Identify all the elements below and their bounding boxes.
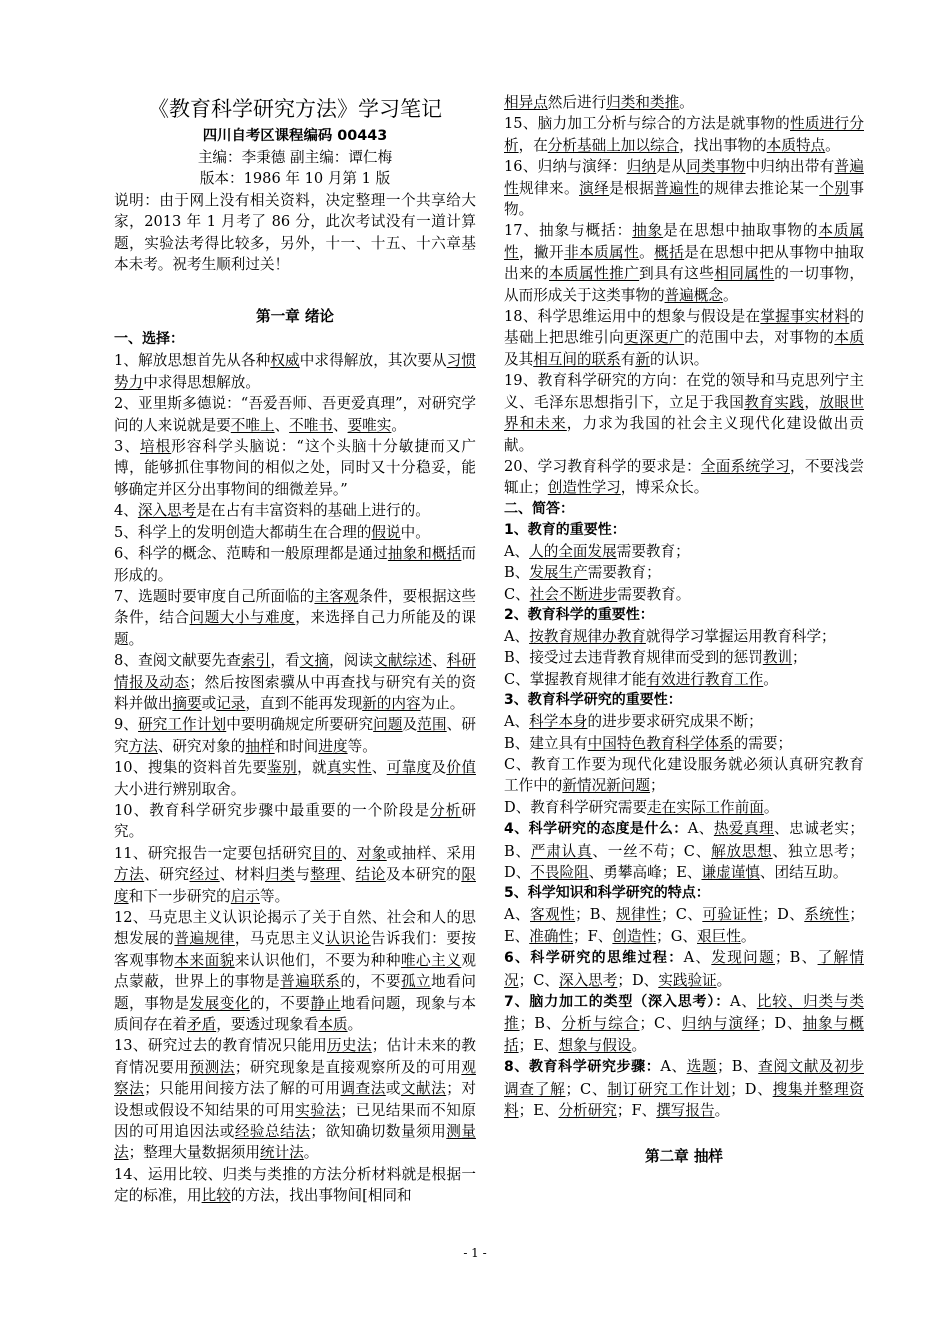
document-title: 《教育科学研究方法》学习笔记 (148, 97, 442, 121)
short-answer-line: B、发展生产需要教育； (504, 564, 661, 582)
underlined-answer: 文献综述 (373, 652, 432, 670)
underlined-answer: 观察法 (114, 1058, 476, 1098)
underlined-answer: 权威 (270, 352, 300, 370)
underlined-answer: 实验法 (295, 1101, 341, 1119)
underlined-answer: 相异点 (504, 94, 548, 111)
underlined-answer: 主客观 (314, 587, 359, 605)
underlined-answer: 分析与综合 (561, 1015, 640, 1033)
underlined-answer: 认识论 (325, 930, 371, 948)
underlined-answer: 更深更广 (624, 329, 685, 347)
underlined-answer: 孤立 (400, 973, 432, 991)
underlined-answer: 同类事物 (686, 158, 746, 176)
underlined-answer: 方法 (128, 737, 158, 755)
short-answer-line: B、建立具有中国特色教育科学体系的需要； (504, 734, 793, 752)
underlined-answer: 比较、归类与类推 (504, 993, 864, 1033)
underlined-answer: 习惯势力 (114, 352, 476, 391)
underlined-answer: 科学本身 (529, 713, 588, 731)
underlined-answer: 普遍规律 (174, 930, 235, 948)
underlined-answer: 不唯上 (230, 416, 275, 434)
underlined-answer: 历史法 (327, 1037, 372, 1055)
intro-note: 说明：由于网上没有相关资料，决定整理一个共享给大家，2013 年 1 月考了 86 分，此次考试没有一道计算题，实验法考得比较多，另外，十一、十五、十六章基本未考。祝考生顺利过关！ (114, 191, 476, 274)
underlined-answer: 分析基础上加以综合 (547, 136, 680, 154)
underlined-answer: 抽象 (632, 222, 664, 240)
underlined-answer: 本质属性推广 (549, 265, 640, 283)
underlined-answer: 创造性 (612, 927, 657, 945)
underlined-answer: 本来面貌 (174, 951, 235, 969)
underlined-answer: 抽样 (245, 737, 275, 755)
underlined-answer: 调查法 (340, 1080, 386, 1098)
choice-item: 4、深入思考是在占有丰富资料的基础上进行的。 (114, 502, 430, 520)
underlined-answer: 本质 (318, 1016, 348, 1034)
short-answer-question: 7、脑力加工的类型（深入思考）： (504, 994, 731, 1011)
underlined-answer: 新情况新问题 (562, 777, 650, 795)
chapter-1-heading: 第一章 绪论 (255, 308, 335, 326)
choice-item: 2、亚里斯多德说：“吾爱吾师、吾更爱真理”，对研究学问的人来说就是要不唯上、不唯书、要唯实。 (114, 395, 476, 434)
underlined-answer: 问题 (373, 716, 403, 734)
short-answer-question: 5、科学知识和科学研究的特点： (504, 885, 710, 902)
underlined-answer: 抽象与概括 (504, 1015, 864, 1054)
underlined-answer: 走在实际工作前面 (647, 798, 764, 816)
underlined-answer: 了解情况 (504, 949, 864, 989)
editors-line: 主编：李秉德 副主编：谭仁梅 (197, 149, 393, 166)
underlined-answer: 经过 (189, 866, 220, 884)
underlined-answer: 科研情报及动态 (114, 652, 476, 691)
underlined-answer: 本质属性 (504, 222, 864, 261)
underlined-answer: 文献法 (400, 1080, 447, 1098)
underlined-answer: 新 (635, 350, 650, 368)
choice-item: 19、教育科学研究的方向：在党的领导和马克思列宁主义、毛泽东思想指引下，立足于我国教育实践，放眼世界和未来，力求为我国的社会主义现代化建设做出贡献。 (504, 372, 864, 454)
underlined-answer: 限度 (114, 866, 476, 905)
underlined-answer: 规律性 (615, 906, 662, 924)
underlined-answer: 分析 (430, 801, 462, 819)
underlined-answer: 唯心主义 (400, 951, 462, 969)
underlined-answer: 实践验证 (658, 971, 717, 989)
underlined-answer: 艰巨性 (697, 927, 741, 945)
underlined-answer: 放眼世界和未来 (504, 393, 864, 433)
underlined-answer: 全面系统学习 (700, 457, 790, 475)
choice-items-left (114, 350, 476, 1206)
short-answer-line: A、科学本身的进步要求研究成果不断； (504, 713, 763, 731)
underlined-answer: 进度 (318, 737, 348, 755)
underlined-answer: 普遍性 (654, 179, 700, 197)
choice-item: 16、归纳与演绎：归纳是从同类事物中归纳出带有普遍性规律来。演绎是根据普遍性的规律去推论某一个别事物。 (504, 158, 864, 219)
underlined-answer: 记录 (216, 694, 246, 712)
choice-item-continued: 相异点然后进行归类和类推。 (504, 94, 694, 111)
underlined-answer: 客观性 (530, 906, 576, 924)
underlined-answer: 教训 (762, 649, 793, 667)
underlined-answer: 中国特色教育科学体系 (587, 734, 734, 752)
underlined-answer: 目的 (312, 844, 342, 862)
underlined-answer: 测量法 (114, 1123, 476, 1162)
underlined-answer: 热爱真理 (713, 820, 775, 838)
edition-line: 版本：1986 年 10 月第 1 版 (199, 170, 391, 188)
underlined-answer: 可验证性 (702, 906, 763, 924)
underlined-answer: 性质进行分析 (504, 115, 864, 154)
choice-item: 10、搜集的资料首先要鉴别，就真实性、可靠度及价值大小进行辨别取舍。 (114, 759, 476, 798)
choice-item: 8、查阅文献要先查索引，看文摘，阅读文献综述、科研情报及动态；然后按图索骥从中再查找与研究有关的资料并做出摘要或记录，直到不能再发现新的内容为止。 (114, 652, 476, 712)
underlined-answer: 教育实践 (744, 393, 805, 411)
underlined-answer: 新的内容 (362, 694, 421, 712)
underlined-answer: 可靠度 (386, 759, 432, 777)
short-answer-line: D、教育科学研究需要走在实际工作前面。 (504, 798, 779, 816)
choice-item: 11、研究报告一定要包括研究目的、对象或抽样、采用方法、研究经过、材料归类与整理、结论及本研究的限度和下一步研究的启示等。 (114, 844, 476, 905)
short-answer-line: C、掌握教育规律才能有效进行教育工作。 (504, 670, 778, 688)
underlined-answer: 发现问题 (711, 949, 775, 967)
underlined-answer: 发展变化 (189, 994, 250, 1012)
underlined-answer: 归类 (265, 866, 296, 884)
choice-item: 18、科学思维运用中的想象与假设是在掌握事实材料的基础上把思维引向更深更广的范围中去，对事物的本质及其相互间的联系有新的认识。 (504, 308, 864, 368)
short-answer-item: 4、科学研究的态度是什么：A、热爱真理、忠诚老实；B、严肃认真、一丝不苟；C、解放思想、独立思考；D、不畏险阻、勇攀高峰；E、谦虚谨慎、团结互助。 (504, 820, 864, 881)
short-answer-item: 6、科学研究的思维过程：A、发现问题；B、了解情况；C、深入思考；D、实践验证。 (504, 949, 864, 989)
chapter-2-heading: 第二章 抽样 (644, 1148, 724, 1166)
underlined-answer: 不畏险阻 (530, 864, 589, 881)
underlined-answer: 准确性 (529, 927, 574, 945)
underlined-answer: 鉴别 (267, 759, 298, 777)
underlined-answer: 范围 (417, 716, 447, 734)
underlined-answer: 有效进行教育工作 (646, 670, 764, 688)
underlined-answer: 抽象和概括 (387, 545, 462, 563)
underlined-answer: 静止 (310, 994, 341, 1012)
short-answer-line: A、人的全面发展需要教育； (504, 542, 690, 560)
underlined-answer: 结论 (355, 866, 386, 884)
underlined-answer: 概括 (654, 243, 685, 261)
short-answer-question: 4、科学研究的态度是什么： (504, 821, 688, 838)
right-column (504, 92, 864, 1169)
underlined-answer: 制订研究工作计划 (607, 1080, 731, 1098)
underlined-answer: 查阅文献及初步调查了解 (504, 1058, 864, 1098)
left-column (114, 92, 476, 1207)
section-choice-heading: 一、选择： (114, 331, 184, 348)
underlined-answer: 普遍性 (504, 158, 864, 197)
choice-item: 9、研究工作计划中要明确规定所要研究问题及范围、研究方法、研究对象的抽样和时间进度等。 (114, 716, 476, 755)
underlined-answer: 严肃认真 (530, 842, 593, 860)
choice-item: 6、科学的概念、范畴和一般原理都是通过抽象和概括而形成的。 (114, 545, 476, 584)
underlined-answer: 解放思想 (711, 842, 773, 860)
underlined-answer: 谦虚谨慎 (701, 864, 760, 881)
underlined-answer: 撰写报告 (656, 1102, 715, 1120)
page-number: - 1 - (463, 1246, 487, 1260)
underlined-answer: 对象 (356, 844, 387, 862)
underlined-answer: 归纳 (626, 158, 657, 176)
underlined-answer: 启示 (230, 887, 260, 905)
choice-item: 10、教育科学研究步骤中最重要的一个阶段是分析研究。 (114, 801, 476, 841)
underlined-answer: 摘要 (172, 694, 202, 712)
underlined-answer: 个别 (819, 179, 850, 197)
choice-item: 13、研究过去的教育情况只能用历史法；估计未来的教育情况要用预测法；研究现象是直接观察所及的可用观察法；只能用间接方法了解的可用调查法或文献法；对设想或假设不知结果的可用实验法；已见结果而不知原因的可用追因法或经验总结法；欲知确切数量须用测量法；整理大量数据须用统计法。 (114, 1037, 476, 1162)
choice-item: 12、马克思主义认识论揭示了关于自然、社会和人的思想发展的普遍规律，马克思主义认识论告诉我们：要按客观事物本来面貌来认识他们，不要为种种唯心主义观点蒙蔽，世界上的事物是普遍联系的，不要孤立地看问题，事物是发展变化的，不要静止地看问题，现象与本质间存在着矛盾，要透过现象看本质。 (114, 909, 476, 1034)
underlined-answer: 索引 (240, 652, 271, 670)
choice-items-right (504, 92, 864, 499)
underlined-answer: 矛盾 (186, 1016, 217, 1034)
short-answer-line: C、社会不断进步需要教育。 (504, 585, 691, 603)
underlined-answer: 统计法 (259, 1144, 304, 1162)
underlined-answer: 假说 (371, 523, 401, 541)
underlined-answer: 要唯实 (347, 416, 392, 434)
choice-item: 15、脑力加工分析与综合的方法是就事物的性质进行分析，在分析基础上加以综合，找出事物的本质特点。 (504, 115, 864, 154)
underlined-answer: 文摘 (299, 652, 330, 670)
underlined-answer: 按教育规律办教育 (529, 627, 646, 645)
underlined-answer: 普遍联系 (280, 973, 341, 991)
section-short-answer-heading: 二、简答： (504, 500, 574, 517)
underlined-answer: 掌握事实材料 (760, 308, 850, 326)
underlined-answer: 非本质属性 (564, 243, 640, 261)
underlined-answer: 演绎 (579, 179, 610, 197)
underlined-answer: 比较 (201, 1187, 231, 1205)
underlined-answer: 社会不断进步 (529, 585, 618, 603)
short-answer-question: 2、教育科学的重要性： (504, 606, 654, 623)
choice-item: 17、抽象与概括：抽象是在思想中抽取事物的本质属性，撇开非本质属性。概括是在思想中把从事物中抽取出来的本质属性推广到具有这些相同属性的一切事物，从而形成关于这类事物的普遍概念。 (504, 222, 864, 304)
choice-item: 20、学习教育科学的要求是：全面系统学习，不要浅尝辄止；创造性学习，博采众长。 (504, 457, 864, 497)
underlined-answer: 归纳与演绎 (681, 1015, 760, 1033)
underlined-answer: 本质特点 (766, 136, 826, 154)
underlined-answer: 归类和类推 (606, 94, 680, 111)
short-answer-question: 3、教育科学研究的重要性： (504, 692, 682, 709)
underlined-answer: 方法 (114, 866, 145, 884)
choice-item: 1、解放思想首先从各种权威中求得解放，其次要从习惯势力中求得思想解放。 (114, 352, 476, 391)
underlined-answer: 相互间的联系 (533, 350, 621, 368)
underlined-answer: 想象与假设 (558, 1036, 632, 1054)
choice-item: 5、科学上的发明创造大都萌生在合理的假说中。 (114, 523, 430, 541)
choice-item: 3、培根形容科学头脑说：“这个头脑十分敏捷而又广博，能够抓住事物间的相似之处，同时又十分稳妥，能够确定并区分出事物间的细微差异。” (114, 438, 476, 498)
short-answer-line: C、教育工作要为现代化建设服务就必须认真研究教育工作中的新情况新问题； (504, 755, 864, 795)
underlined-answer: 不唯书 (289, 416, 333, 434)
short-answer-line: A、客观性；B、规律性；C、可验证性；D、系统性；E、准确性；F、创造性；G、艰巨性。 (504, 906, 865, 945)
underlined-answer: 经验总结法 (234, 1123, 311, 1141)
short-answer-line: A、按教育规律办教育就得学习掌握运用教育科学； (504, 627, 836, 645)
underlined-answer: 整理 (310, 866, 341, 884)
underlined-answer: 分析研究 (558, 1102, 617, 1120)
underlined-answer: 相同属性 (714, 265, 775, 283)
short-answer-question: 1、教育的重要性： (504, 521, 626, 538)
short-answer-question: 8、教育科学研究步骤： (504, 1059, 661, 1076)
short-answer-line: B、接受过去违背教育规律而受到的惩罚教训； (504, 649, 807, 667)
underlined-answer: 培根 (139, 438, 172, 456)
short-answer-list (504, 520, 864, 1122)
choice-item: 14、运用比较、归类与类推的方法分析材料就是根据一定的标准，用比较的方法，找出事物间[相同和 (114, 1165, 476, 1205)
underlined-answer: 深入思考 (558, 971, 618, 989)
choice-item: 7、选题时要审度自己所面临的主客观条件，要根据这些条件，结合问题大小与难度，来选择自己力所能及的课题。 (114, 587, 476, 648)
underlined-answer: 研究工作计划 (138, 716, 227, 734)
short-answer-item: 8、教育科学研究步骤：A、选题；B、查阅文献及初步调查了解；C、制订研究工作计划；D、搜集并整理资料；E、分析研究；F、撰写报告。 (504, 1058, 864, 1120)
underlined-answer: 发展生产 (529, 564, 588, 582)
underlined-answer: 价值 (446, 759, 476, 777)
underlined-answer: 创造性学习 (547, 479, 621, 497)
underlined-answer: 普遍概念 (664, 286, 723, 304)
underlined-answer: 问题大小与难度 (189, 609, 296, 627)
short-answer-question: 6、科学研究的思维过程： (504, 950, 684, 967)
underlined-answer: 真实性 (326, 759, 372, 777)
underlined-answer: 系统性 (804, 906, 850, 924)
underlined-answer: 本质 (834, 329, 864, 347)
underlined-answer: 选题 (686, 1058, 718, 1076)
course-code-line: 四川自考区课程编码 00443 (202, 128, 388, 144)
underlined-answer: 搜集并整理资料 (504, 1080, 864, 1120)
underlined-answer: 人的全面发展 (529, 542, 617, 560)
short-answer-item: 7、脑力加工的类型（深入思考）：A、比较、归类与类推；B、分析与综合；C、归纳与演绎；D、抽象与概括；E、想象与假设。 (504, 993, 864, 1054)
underlined-answer: 深入思考 (137, 502, 197, 520)
underlined-answer: 预测法 (189, 1058, 235, 1076)
